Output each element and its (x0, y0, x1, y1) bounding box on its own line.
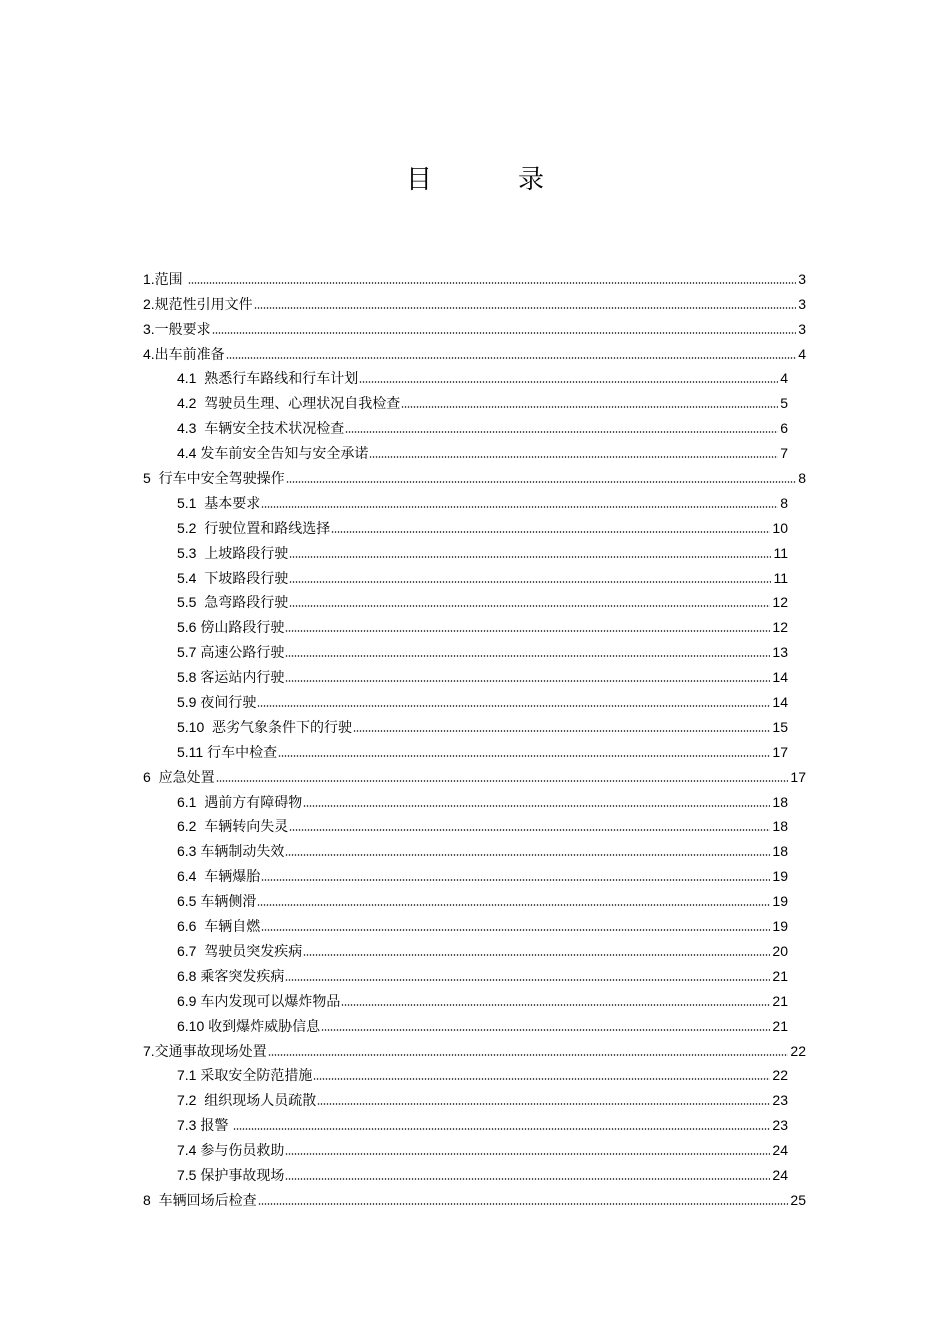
toc-entry-page-number: 18 (772, 843, 788, 860)
toc-entry-page-number: 4 (798, 345, 806, 362)
toc-entry-label: 5.8 客运站内行驶 (177, 669, 285, 686)
toc-entry-label: 3.一般要求 (143, 320, 211, 337)
toc-entry[interactable] (0, 365, 788, 390)
toc-dot-leader (303, 953, 770, 957)
toc-dot-leader (341, 1003, 770, 1007)
toc-entry[interactable] (0, 539, 788, 564)
toc-dot-leader (289, 580, 771, 584)
toc-entry-label: 7.1 采取安全防范措施 (177, 1067, 313, 1084)
toc-entry[interactable] (0, 564, 788, 589)
toc-dot-leader (289, 828, 770, 832)
toc-dot-leader (261, 878, 770, 882)
toc-dot-leader (258, 1202, 789, 1206)
toc-dot-leader (359, 380, 778, 384)
toc-entry-label: 5 行车中安全驾驶操作 (143, 470, 285, 487)
toc-entry[interactable] (0, 613, 788, 638)
toc-dot-leader (317, 1102, 770, 1106)
toc-dot-leader (369, 455, 778, 459)
toc-entry-label: 6.7 驾驶员突发疾病 (177, 942, 303, 959)
toc-entry[interactable] (0, 1186, 806, 1211)
toc-entry-page-number: 25 (790, 1191, 806, 1208)
toc-entry-page-number: 12 (772, 594, 788, 611)
toc-entry-label: 6.8 乘客突发疾病 (177, 967, 285, 984)
toc-entry-page-number: 3 (798, 295, 806, 312)
toc-entry[interactable] (0, 290, 806, 315)
toc-dot-leader (261, 928, 770, 932)
toc-entry-page-number: 18 (772, 793, 788, 810)
toc-entry[interactable] (0, 464, 806, 489)
toc-entry-page-number: 19 (772, 868, 788, 885)
toc-entry[interactable] (0, 663, 788, 688)
toc-entry-page-number: 22 (790, 1042, 806, 1059)
toc-entry-label: 7.交通事故现场处置 (143, 1042, 267, 1059)
toc-entry[interactable] (0, 987, 788, 1012)
toc-dot-leader (216, 779, 789, 783)
toc-entry[interactable] (0, 1037, 806, 1062)
toc-entry[interactable] (0, 937, 788, 962)
toc-entry[interactable] (0, 713, 788, 738)
toc-entry-label: 7.5 保护事故现场 (177, 1166, 285, 1183)
toc-list (0, 265, 950, 1211)
toc-entry-page-number: 19 (772, 893, 788, 910)
toc-entry-label: 5.11 行车中检查 (177, 743, 278, 760)
toc-entry[interactable] (0, 1111, 788, 1136)
toc-entry-label: 6.9 车内发现可以爆炸物品 (177, 992, 341, 1009)
toc-dot-leader (257, 903, 770, 907)
toc-dot-leader (285, 1152, 770, 1156)
toc-dot-leader (268, 1053, 789, 1057)
toc-dot-leader (285, 853, 770, 857)
toc-entry-label: 5.7 高速公路行驶 (177, 644, 285, 661)
toc-entry-page-number: 8 (780, 494, 788, 511)
toc-entry-label: 4.出车前准备 (143, 345, 225, 362)
toc-entry-page-number: 18 (772, 818, 788, 835)
toc-entry[interactable] (0, 813, 788, 838)
toc-entry[interactable] (0, 1012, 788, 1037)
toc-entry-label: 5.10 恶劣气象条件下的行驶 (177, 718, 353, 735)
toc-dot-leader (321, 1028, 770, 1032)
toc-entry[interactable] (0, 315, 806, 340)
toc-entry-page-number: 5 (780, 395, 788, 412)
toc-entry-label: 5.5 急弯路段行驶 (177, 594, 289, 611)
toc-entry-page-number: 21 (772, 1017, 788, 1034)
toc-entry-page-number: 22 (772, 1067, 788, 1084)
toc-entry[interactable] (0, 837, 788, 862)
toc-dot-leader (285, 978, 770, 982)
toc-entry-page-number: 24 (772, 1142, 788, 1159)
toc-dot-leader (285, 1177, 770, 1181)
toc-entry-page-number: 17 (772, 743, 788, 760)
toc-entry-page-number: 7 (780, 445, 788, 462)
toc-entry-label: 7.2 组织现场人员疏散 (177, 1092, 317, 1109)
toc-entry[interactable] (0, 489, 788, 514)
toc-dot-leader (289, 555, 771, 559)
toc-entry-label: 4.4 发车前安全告知与安全承诺 (177, 445, 369, 462)
toc-entry-label: 6.4 车辆爆胎 (177, 868, 261, 885)
toc-entry-page-number: 12 (772, 619, 788, 636)
toc-entry-label: 8 车辆回场后检查 (143, 1191, 257, 1208)
toc-dot-leader (278, 754, 770, 758)
toc-entry-page-number: 11 (773, 544, 788, 561)
toc-dot-leader (233, 1127, 770, 1131)
toc-entry-label: 2.规范性引用文件 (143, 295, 253, 312)
toc-entry[interactable] (0, 589, 788, 614)
toc-dot-leader (286, 480, 797, 484)
toc-dot-leader (212, 331, 797, 335)
toc-entry-page-number: 13 (772, 644, 788, 661)
toc-entry[interactable] (0, 1136, 788, 1161)
toc-entry[interactable] (0, 1086, 788, 1111)
toc-entry-page-number: 23 (772, 1117, 788, 1134)
toc-entry-label: 6.1 遇前方有障碍物 (177, 793, 303, 810)
toc-entry-page-number: 19 (772, 918, 788, 935)
toc-dot-leader (285, 679, 770, 683)
toc-entry-label: 5.2 行驶位置和路线选择 (177, 519, 331, 536)
toc-entry[interactable] (0, 1161, 788, 1186)
toc-entry-label: 6 应急处置 (143, 768, 215, 785)
toc-entry-label: 7.3 报警 (177, 1117, 233, 1134)
toc-entry[interactable] (0, 788, 788, 813)
toc-entry[interactable] (0, 340, 806, 365)
toc-entry-label: 6.6 车辆自燃 (177, 918, 261, 935)
toc-entry-label: 5.4 下坡路段行驶 (177, 569, 289, 586)
toc-entry[interactable] (0, 439, 788, 464)
toc-entry-label: 6.5 车辆侧滑 (177, 893, 257, 910)
toc-entry-label: 7.4 参与伤员救助 (177, 1142, 285, 1159)
toc-entry-label: 5.6 傍山路段行驶 (177, 619, 285, 636)
toc-entry-label: 4.1 熟悉行车路线和行车计划 (177, 370, 359, 387)
toc-dot-leader (188, 281, 797, 285)
toc-dot-leader (401, 405, 778, 409)
toc-entry-label: 5.3 上坡路段行驶 (177, 544, 289, 561)
toc-dot-leader (226, 356, 797, 360)
toc-entry[interactable] (0, 1062, 788, 1087)
toc-entry-page-number: 17 (790, 768, 806, 785)
toc-entry[interactable] (0, 738, 788, 763)
toc-entry[interactable] (0, 763, 806, 788)
toc-entry-page-number: 10 (772, 519, 788, 536)
toc-entry[interactable] (0, 265, 806, 290)
toc-dot-leader (353, 729, 770, 733)
toc-entry-page-number: 20 (772, 942, 788, 959)
toc-entry-page-number: 14 (772, 669, 788, 686)
toc-dot-leader (257, 704, 770, 708)
toc-entry-page-number: 14 (772, 694, 788, 711)
toc-dot-leader (289, 604, 770, 608)
toc-entry-label: 1.范围 (143, 270, 187, 287)
toc-entry[interactable] (0, 389, 788, 414)
toc-dot-leader (303, 804, 770, 808)
toc-entry[interactable] (0, 514, 788, 539)
toc-dot-leader (254, 306, 797, 310)
toc-entry[interactable] (0, 962, 788, 987)
toc-entry[interactable] (0, 912, 788, 937)
toc-dot-leader (285, 654, 770, 658)
toc-entry-page-number: 21 (772, 967, 788, 984)
toc-entry[interactable] (0, 862, 788, 887)
toc-entry-page-number: 24 (772, 1166, 788, 1183)
toc-entry[interactable] (0, 414, 788, 439)
toc-entry[interactable] (0, 638, 788, 663)
toc-entry-label: 6.2 车辆转向失灵 (177, 818, 289, 835)
toc-entry-page-number: 8 (798, 470, 806, 487)
toc-entry-page-number: 3 (798, 270, 806, 287)
toc-entry-page-number: 21 (772, 992, 788, 1009)
toc-entry-page-number: 6 (780, 420, 788, 437)
toc-dot-leader (285, 629, 770, 633)
toc-entry[interactable] (0, 688, 788, 713)
toc-entry-label: 4.3 车辆安全技术状况检查 (177, 420, 345, 437)
toc-entry-page-number: 4 (780, 370, 788, 387)
toc-entry-page-number: 11 (773, 569, 788, 586)
toc-entry-label: 6.3 车辆制动失效 (177, 843, 285, 860)
toc-entry[interactable] (0, 887, 788, 912)
toc-entry-label: 5.1 基本要求 (177, 494, 261, 511)
toc-entry-label: 4.2 驾驶员生理、心理状况自我检查 (177, 395, 401, 412)
toc-entry-label: 5.9 夜间行驶 (177, 694, 257, 711)
toc-entry-page-number: 23 (772, 1092, 788, 1109)
toc-entry-page-number: 15 (772, 718, 788, 735)
toc-entry-page-number: 3 (798, 320, 806, 337)
toc-dot-leader (331, 530, 770, 534)
toc-dot-leader (313, 1077, 770, 1081)
toc-dot-leader (261, 505, 778, 509)
toc-dot-leader (345, 430, 778, 434)
page-title: 目 录 (405, 165, 574, 195)
toc-entry-label: 6.10 收到爆炸威胁信息 (177, 1017, 321, 1034)
